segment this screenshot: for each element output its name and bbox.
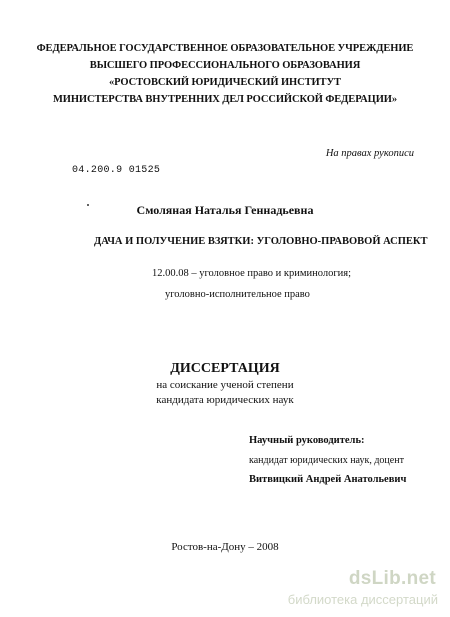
manuscript-rights-note: На правах рукописи xyxy=(325,148,414,159)
institution-line-1: ФЕДЕРАЛЬНОЕ ГОСУДАРСТВЕННОЕ ОБРАЗОВАТЕЛЬНОЕ УЧРЕЖДЕНИЕ xyxy=(36,43,414,54)
watermark-subtitle: библиотека диссертаций xyxy=(287,592,438,607)
advisor-degree: кандидат юридических наук, доцент xyxy=(249,455,404,466)
specialty-line-1: 12.00.08 – уголовное право и криминология; xyxy=(152,268,352,279)
specialty-line-2: уголовно-исполнительное право xyxy=(165,289,310,300)
advisor-label: Научный руководитель: xyxy=(249,435,365,446)
dissertation-title: ДАЧА И ПОЛУЧЕНИЕ ВЗЯТКИ: УГОЛОВНО-ПРАВОВОЙ АСПЕКТ xyxy=(94,236,428,247)
registration-stamp: 04.200.9 01525 xyxy=(72,165,161,176)
degree-line-1: на соискание ученой степени xyxy=(156,379,294,391)
work-type-heading: ДИССЕРТАЦИЯ xyxy=(170,361,280,376)
watermark-logo: dsLib.net xyxy=(348,568,436,589)
advisor-name: Витвицкий Андрей Анатольевич xyxy=(249,474,407,485)
institution-line-4: МИНИСТЕРСТВА ВНУТРЕННИХ ДЕЛ РОССИЙСКОЙ ФЕДЕРАЦИИ» xyxy=(52,94,398,105)
institution-line-2: ВЫСШЕГО ПРОФЕССИОНАЛЬНОГО ОБРАЗОВАНИЯ xyxy=(89,60,361,71)
degree-line-2: кандидата юридических наук xyxy=(156,394,294,406)
institution-line-3: «РОСТОВСКИЙ ЮРИДИЧЕСКИЙ ИНСТИТУТ xyxy=(109,77,341,88)
place-and-year: Ростов-на-Дону – 2008 xyxy=(171,541,279,553)
author-name: Смоляная Наталья Геннадьевна xyxy=(136,203,314,217)
